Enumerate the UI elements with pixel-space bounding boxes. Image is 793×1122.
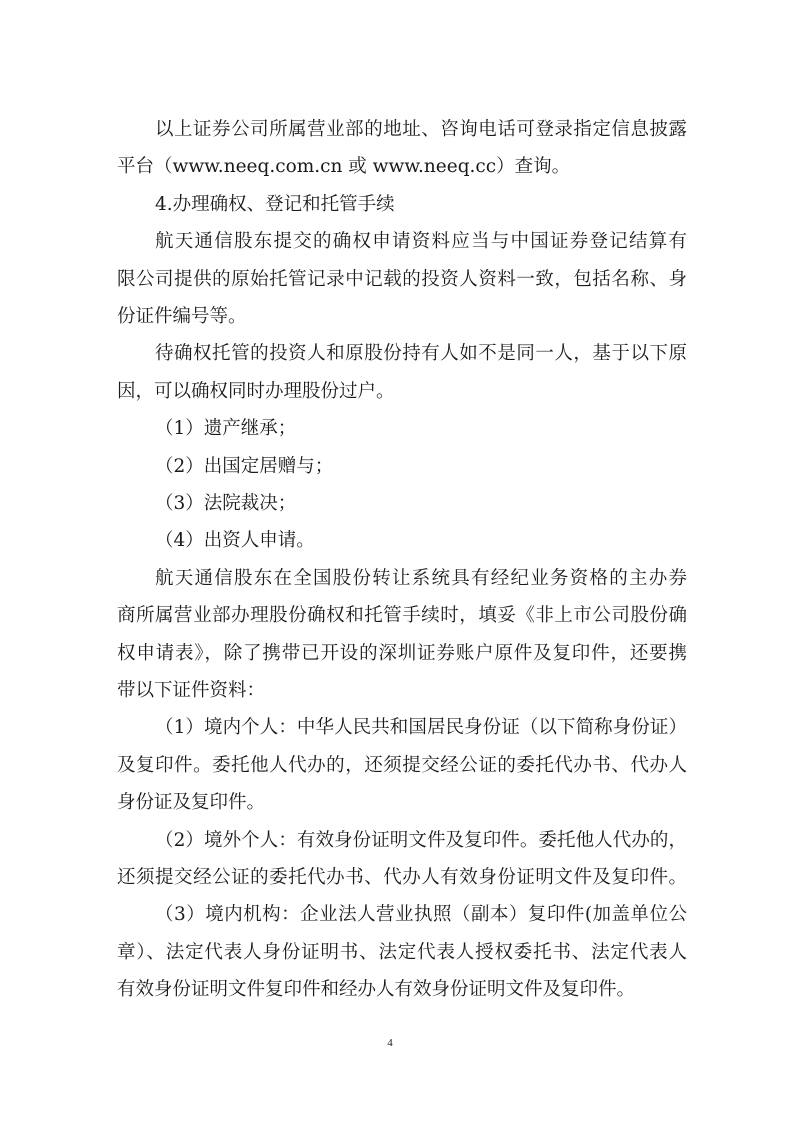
text-line: 及复印件。委托他人代办的，还须提交经公证的委托代办书、代办人 bbox=[117, 754, 687, 776]
text-line: 权申请表》，除了携带已开设的深圳证券账户原件及复印件，还要携 bbox=[117, 642, 687, 664]
text-line: 份证件编号等。 bbox=[117, 306, 247, 327]
text-line: 航天通信股东在全国股份转让系统具有经纪业务资格的主办券 bbox=[155, 567, 687, 589]
text-line: （3）境内机构：企业法人营业执照（副本）复印件(加盖单位公 bbox=[155, 904, 687, 926]
text-line: 章）、法定代表人身份证明书、法定代表人授权委托书、法定代表人 bbox=[117, 941, 687, 963]
text-line: 因，可以确权同时办理股份过户。 bbox=[117, 380, 395, 402]
text-line: （1）境内个人：中华人民共和国居民身份证（以下简称身份证） bbox=[155, 717, 687, 739]
text-line: 航天通信股东提交的确权申请资料应当与中国证券登记结算有 bbox=[155, 231, 687, 253]
text-line: 带以下证件资料： bbox=[117, 680, 266, 701]
text-line: 待确权托管的投资人和原股份持有人如不是同一人，基于以下原 bbox=[155, 343, 687, 365]
text-line: （4）出资人申请。 bbox=[155, 530, 315, 552]
text-line: 还须提交经公证的委托代办书、代办人有效身份证明文件及复印件。 bbox=[117, 867, 687, 888]
text-line: 4.办理确权、登记和托管手续 bbox=[155, 193, 395, 215]
text-line: 商所属营业部办理股份确权和托管手续时，填妥《非上市公司股份确 bbox=[117, 605, 687, 627]
text-line: （2）境外个人：有效身份证明文件及复印件。委托他人代办的， bbox=[155, 829, 687, 851]
text-line: 有效身份证明文件复印件和经办人有效身份证明文件及复印件。 bbox=[117, 979, 636, 1001]
text-line: 平台（www.neeq.com.cn 或 www.neeq.cc）查询。 bbox=[117, 156, 571, 178]
text-line: （1）遗产继承； bbox=[155, 418, 297, 440]
page-number: 4 bbox=[387, 1037, 393, 1049]
text-line: （3）法院裁决； bbox=[155, 493, 297, 514]
text-line: 身份证及复印件。 bbox=[117, 792, 266, 814]
text-line: 以上证券公司所属营业部的地址、咨询电话可登录指定信息披露 bbox=[155, 119, 687, 140]
text-line: 限公司提供的原始托管记录中记载的投资人资料一致，包括名称、身 bbox=[117, 268, 687, 290]
text-line: （2）出国定居赠与； bbox=[155, 455, 334, 477]
